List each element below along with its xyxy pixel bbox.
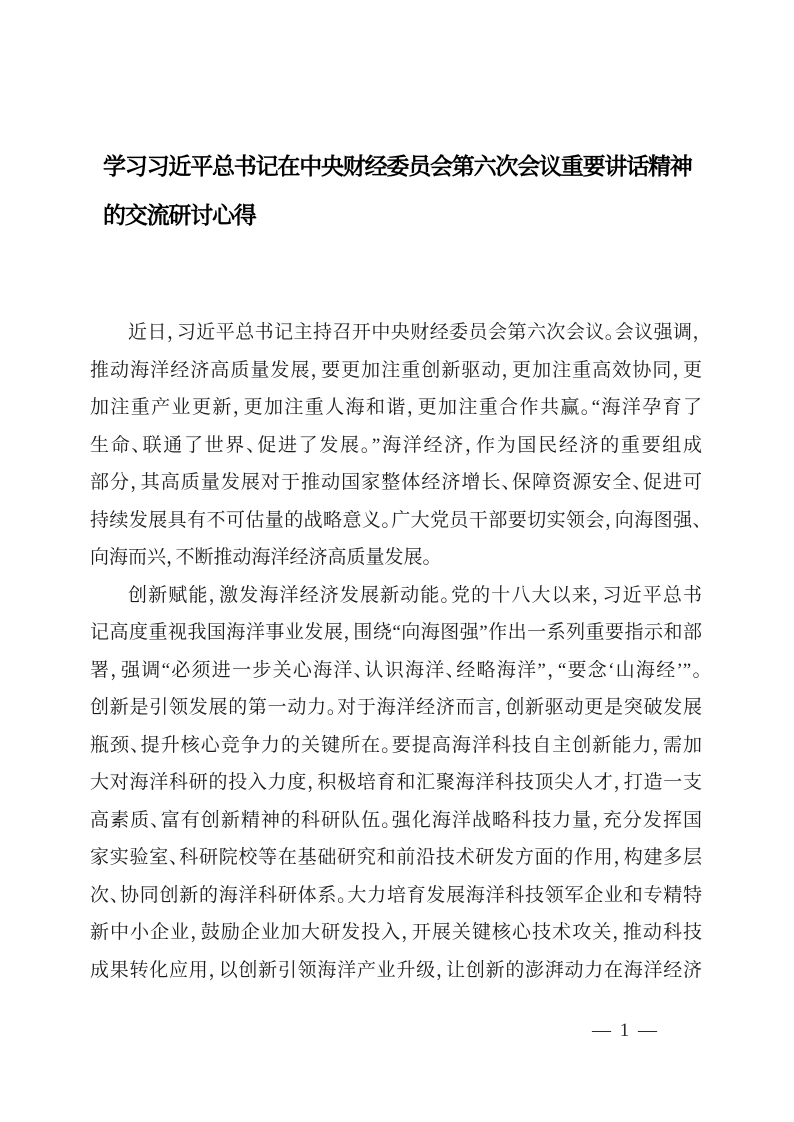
page-number: — 1 — [592,1020,659,1041]
title-line-2: 的交流研讨心得 [103,202,256,228]
body-line: 记高度重视我国海洋事业发展，围绕“向海图强”作出一系列重要指示和部 [90,622,702,643]
body-line: 创新赋能，激发海洋经济发展新动能。党的十八大以来，习近平总书 [128,584,702,606]
body-line: 生命、联通了世界、促进了发展。”海洋经济，作为国民经济的重要组成 [90,434,702,456]
body-line: 部分，其高质量发展对于推动国家整体经济增长、保障资源安全、促进可 [90,472,702,493]
title-line-1: 学习习近平总书记在中央财经委员会第六次会议重要讲话精神 [103,153,692,179]
body-line: 次、协同创新的海洋科研体系。大力培育发展海洋科技领军企业和专精特 [90,884,702,906]
body-line: 向海而兴，不断推动海洋经济高质量发展。 [90,547,433,568]
body-line: 大对海洋科研的投入力度，积极培育和汇聚海洋科技顶尖人才，打造一支 [90,772,702,793]
body-line: 近日，习近平总书记主持召开中央财经委员会第六次会议。会议强调， [128,322,702,343]
body-line: 持续发展具有不可估量的战略意义。广大党员干部要切实领会，向海图强、 [90,509,702,531]
body-line: 推动海洋经济高质量发展，要更加注重创新驱动，更加注重高效协同，更 [90,359,702,381]
document-body [90,314,702,989]
body-line: 家实验室、科研院校等在基础研究和前沿技术研发方面的作用，构建多层 [90,847,702,868]
body-line: 新中小企业，鼓励企业加大研发投入，开展关键核心技术攻关，推动科技 [90,922,702,943]
body-line: 成果转化应用，以创新引领海洋产业升级，让创新的澎湃动力在海洋经济 [90,959,702,981]
body-line: 署，强调“必须进一步关心海洋、认识海洋、经略海洋”，“要念‘山海经’”。 [90,659,702,681]
document-title [103,142,708,240]
body-line: 瓶颈、提升核心竞争力的关键所在。要提高海洋科技自主创新能力，需加 [90,734,702,756]
body-line: 创新是引领发展的第一动力。对于海洋经济而言，创新驱动更是突破发展 [90,697,702,718]
body-line: 高素质、富有创新精神的科研队伍。强化海洋战略科技力量，充分发挥国 [90,809,702,831]
body-line: 加注重产业更新，更加注重人海和谐，更加注重合作共赢。“海洋孕育了 [90,397,702,418]
